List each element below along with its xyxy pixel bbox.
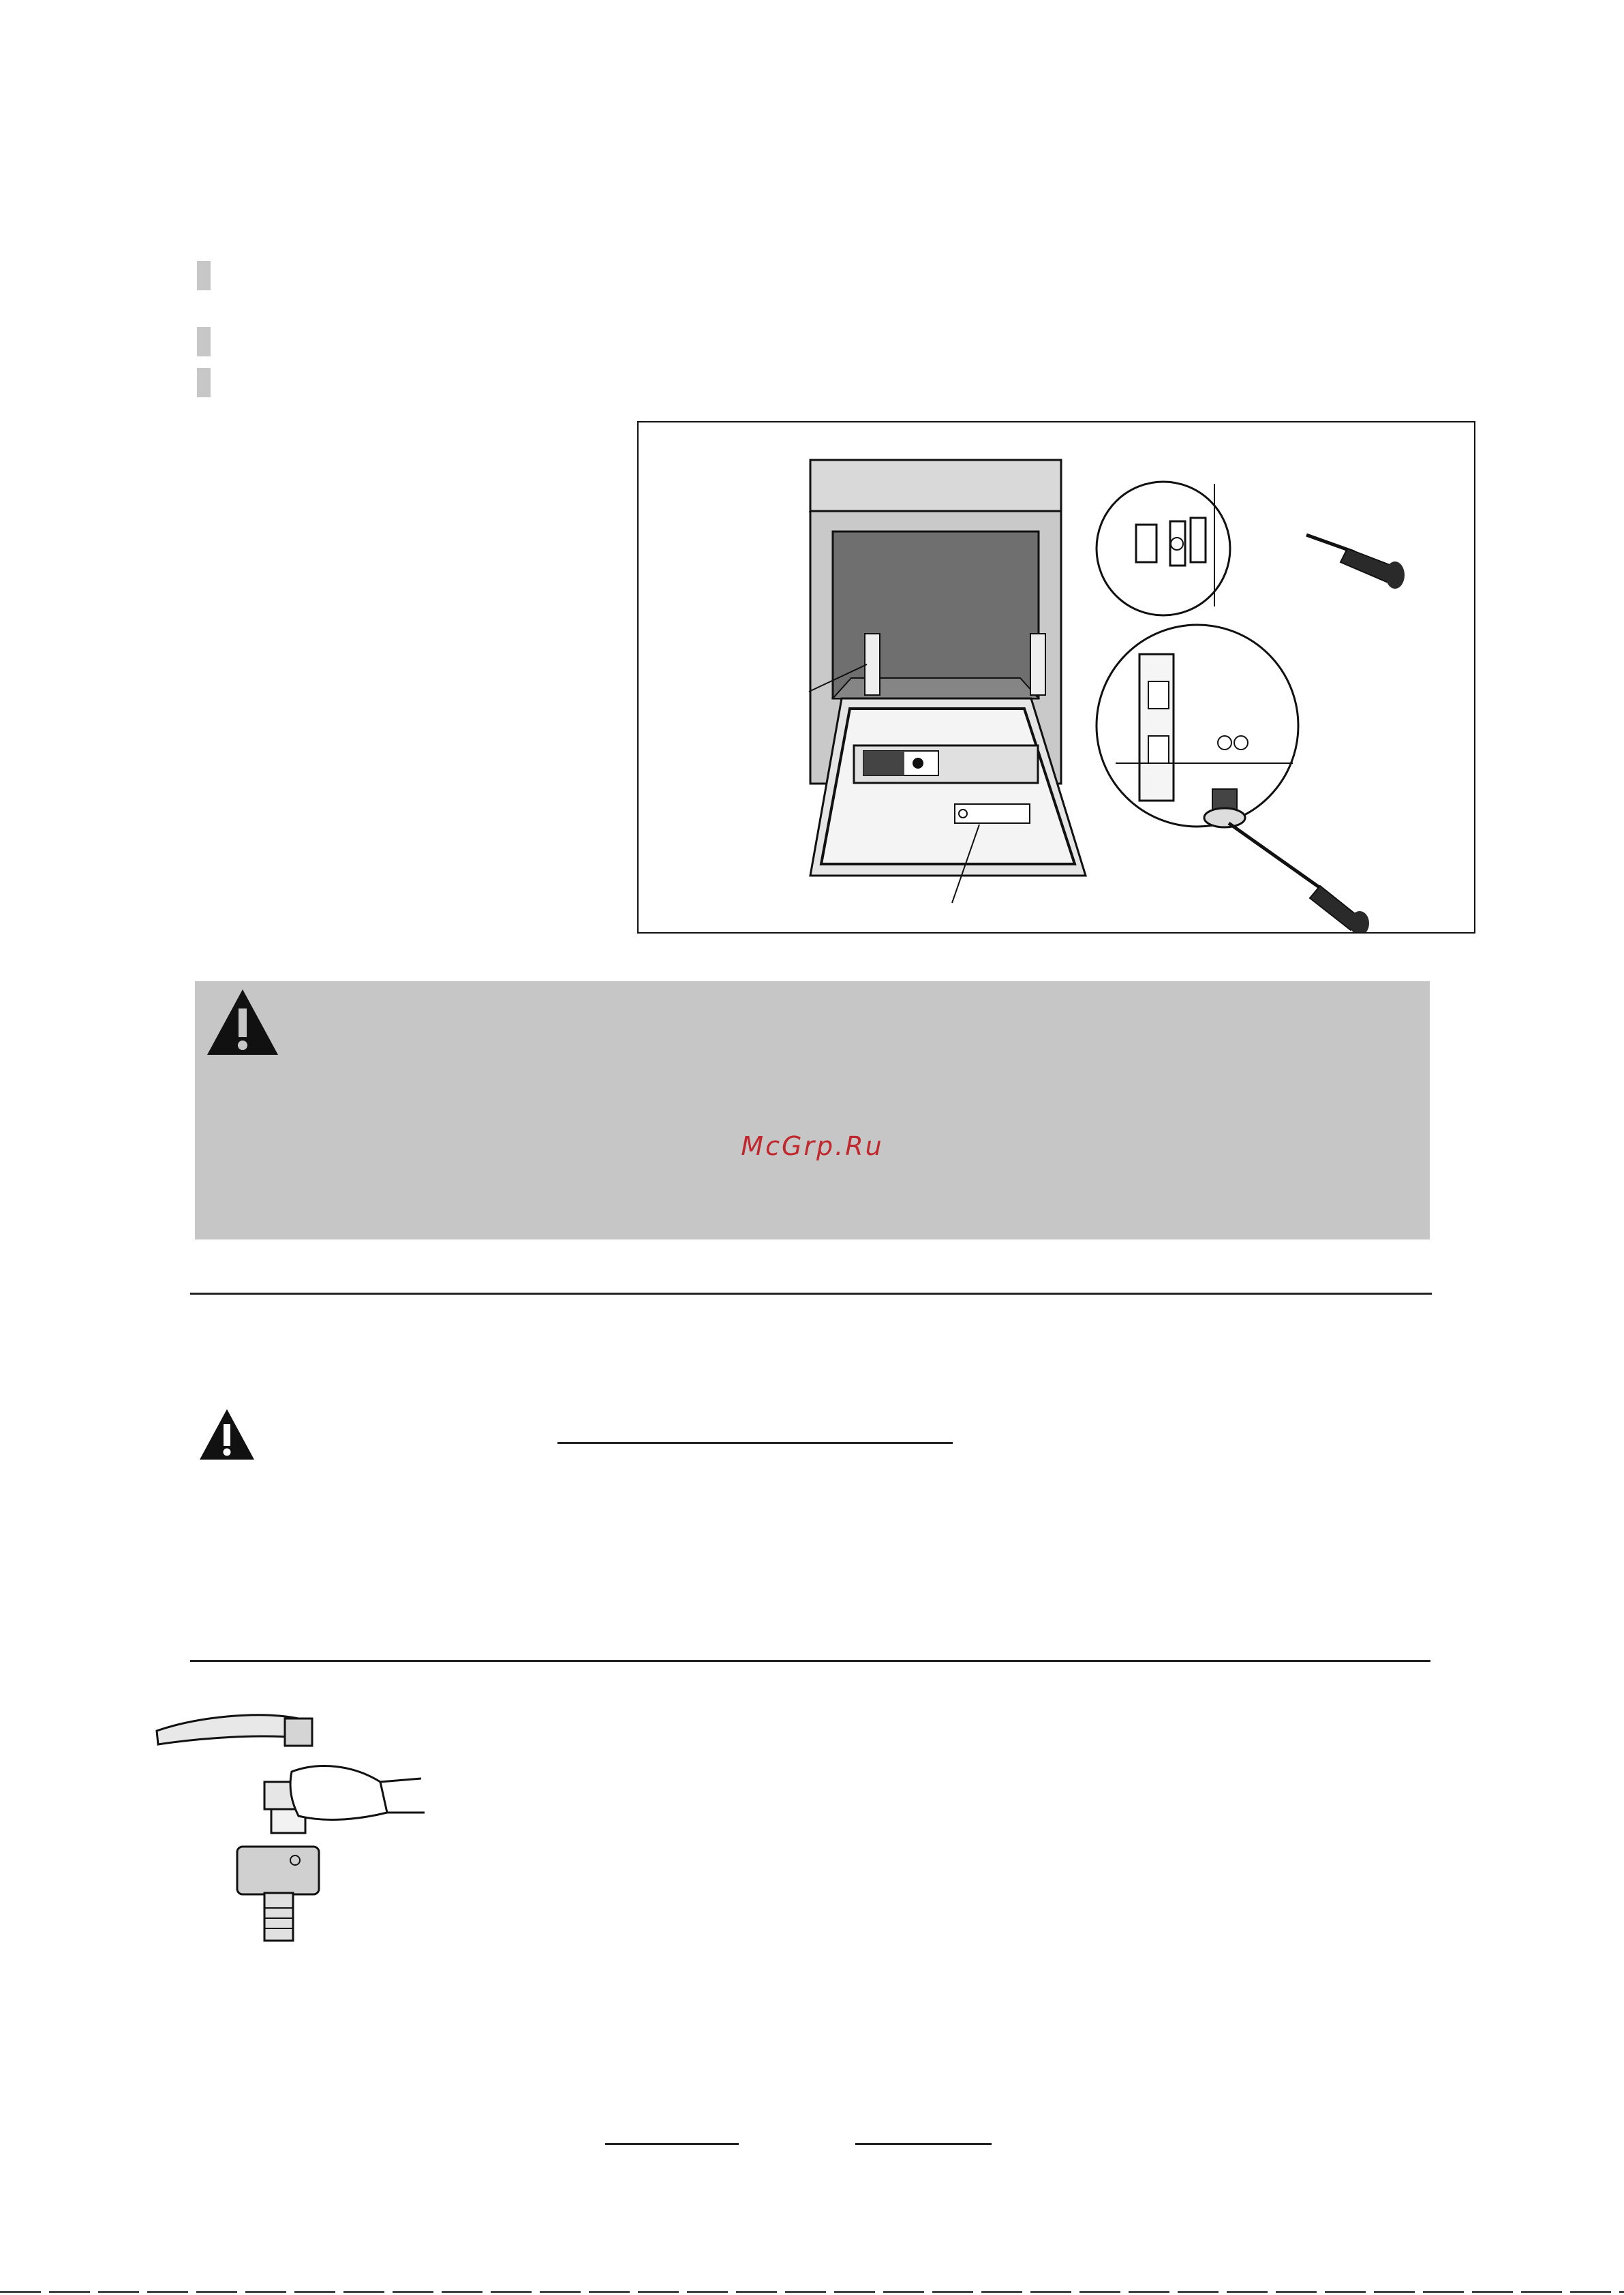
underline-rule (557, 1442, 953, 1444)
warning-triangle-icon (204, 985, 281, 1059)
dishwasher-illustration (639, 422, 1474, 932)
bullet-marker (197, 368, 211, 397)
section-divider (190, 1660, 1430, 1662)
warning-triangle-icon (198, 1406, 256, 1462)
faucet-valve-illustration (155, 1704, 428, 1949)
bullet-marker (197, 327, 211, 356)
page-bottom-edge (0, 2291, 1624, 2293)
footer-rule-left (605, 2143, 739, 2145)
warning-panel (195, 981, 1430, 1239)
watermark: McGrp.Ru (741, 1131, 884, 1161)
section-divider (190, 1293, 1432, 1295)
adjustment-figure (637, 421, 1475, 934)
footer-rule-right (855, 2143, 992, 2145)
bullet-marker (197, 261, 211, 290)
